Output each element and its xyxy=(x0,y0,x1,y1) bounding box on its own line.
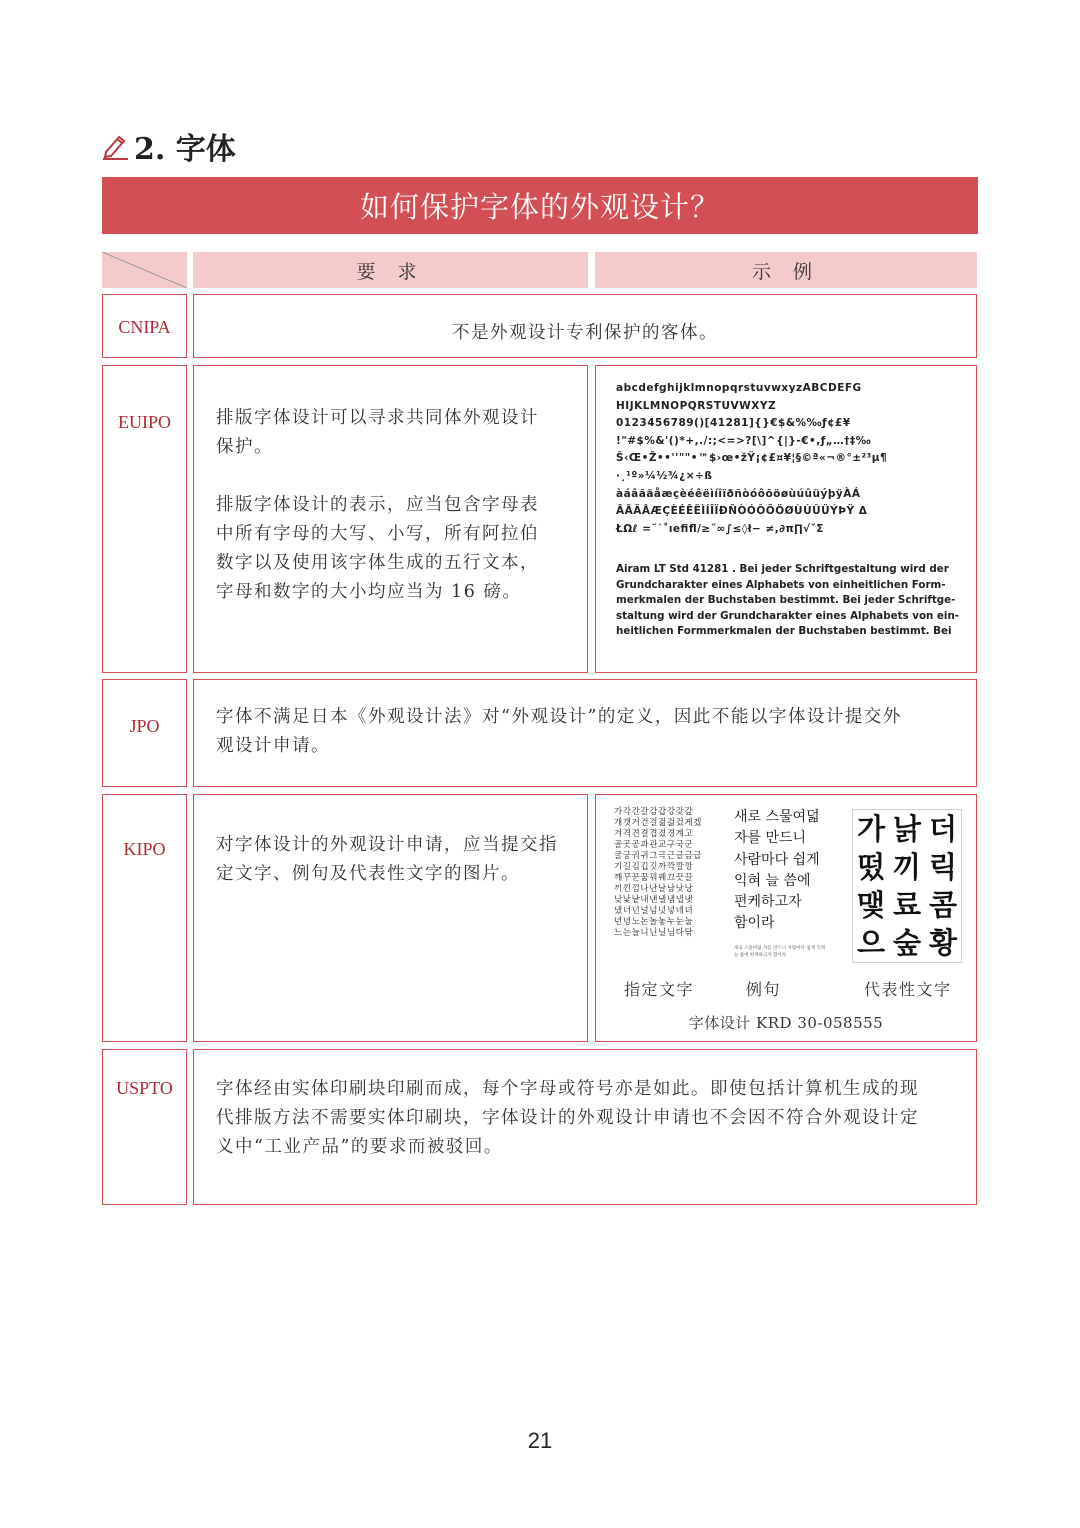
uspto-text: 字体经由实体印刷块印刷而成，每个字母或符号亦是如此。即使包括计算机生成的现 代排版方法不需要实体印刷块，字体设计的外观设计申请也不会因不符合外观设计定 义中“工业产品”的要求而被驳回。 xyxy=(216,1079,919,1157)
representative-characters-image: 가 낡 더 떴 끼 릭 맻 료 콤 으 숲 황 xyxy=(852,809,962,963)
column-header-example: 示 例 xyxy=(595,252,977,288)
section-heading xyxy=(100,126,236,166)
uspto-content-cell xyxy=(193,1049,977,1205)
example-sentence-image: 새로 스물여덟 자를 만드니 사람마다 쉽게 익혀 늘 씀에 편케하고자 함이라 xyxy=(734,809,820,932)
euipo-requirement-cell xyxy=(193,365,588,673)
example-sentence-small: 새로 스물여덟 자를 만드니 사람마다 쉽게 익혀 늘 씀에 편케하고자 함이라 xyxy=(734,946,826,958)
office-cell-uspto xyxy=(102,1049,187,1205)
pencil-icon xyxy=(100,131,130,161)
design-registration-number: 字体设计 KRD 30-058555 xyxy=(688,1014,884,1032)
section-title: 2. 字体 xyxy=(134,132,236,167)
banner-title: 如何保护字体的外观设计？ xyxy=(102,177,978,234)
kipo-text: 对字体设计的外观设计申请，应当提交指 定文字、例句及代表性文字的图片。 xyxy=(216,835,558,884)
euipo-paragraph-2: 排版字体设计的表示，应当包含字母表 中所有字母的大写、小写，所有阿拉伯 数字以及使用该字体生成的五行文本， 字母和数字的大小均应当为 16 磅。 xyxy=(216,495,539,602)
office-cell-cnipa xyxy=(102,294,187,358)
euipo-example-cell xyxy=(595,365,977,673)
office-cell-euipo xyxy=(102,365,187,673)
office-label: KIPO xyxy=(123,839,166,859)
column-header-requirement: 要 求 xyxy=(193,252,588,288)
jpo-content-cell xyxy=(193,679,977,787)
designated-characters-image: 가각간갈감갑강갖갚 개갯거건걸걺걻겄게겠 겨격견결겹겼경계고 골곳공과관교구국군 굴궁궈귀그극근글금급 기길김깁깃까깍깔깡 깨꾸꾼꿈꿔꿰끄끗끌 끼낀낌나난날남낫낭 낮낯낱내낸낼냄냅냇 냈너넌널넘넛넣네녀 년녕노논놀놓누눈눌 느는늘니닌닐님다닦 xyxy=(614,807,703,938)
kipo-example-cell xyxy=(595,794,977,1042)
cnipa-content-cell xyxy=(193,294,977,358)
office-label: CNIPA xyxy=(118,317,171,337)
office-label: JPO xyxy=(129,716,160,736)
header-corner-cell xyxy=(102,252,187,288)
jpo-text: 字体不满足日本《外观设计法》对“外观设计”的定义，因此不能以字体设计提交外 观设计申请。 xyxy=(216,707,902,756)
caption-example-sentence: 例句 xyxy=(746,980,782,999)
caption-designated-characters: 指定文字 xyxy=(624,980,695,999)
caption-representative-characters: 代表性文字 xyxy=(864,980,952,999)
kipo-requirement-cell xyxy=(193,794,588,1042)
euipo-paragraph-1: 排版字体设计可以寻求共同体外观设计 保护。 xyxy=(216,408,539,457)
page-number: 21 xyxy=(527,1428,553,1453)
office-cell-kipo xyxy=(102,794,187,1042)
font-specimen-glyphs: abcdefghijklmnopqrstuvwxyzABCDEFG HIJKLMNOPQRSTUVWXYZ 0123456789()[41281]{}€$&%‰ƒ¢£¥ !"#$%&'()*+,./:;<=>?[\]^{|}-€•,ƒ„…†‡‰ Š‹Œ•Ž••''""•™$›œ•žŸ¡¢£¤¥¦§©ª«¬®°±²³µ¶ ·¸¹º»¼½¾¿×÷ß àáâãäåæçèéêëìíîïðñòóôõöøùúûüýþÿÀÁ ÂÃÄÅÆÇÈÉÊËÌÍÎÏÐÑÒÓÔÕÖØÙÚÛÜÝÞŸ Δ ŁΩℓ =˘˙˚ıeﬁﬂ/≥˝∞∫≤◊ł− ≠,∂π∏√ˇΣ xyxy=(616,382,888,535)
office-label: EUIPO xyxy=(118,412,171,432)
office-cell-jpo xyxy=(102,679,187,787)
cnipa-text: 不是外观设计专利保护的客体。 xyxy=(452,323,718,343)
office-label: USPTO xyxy=(116,1078,173,1098)
font-specimen-paragraph: Airam LT Std 41281 . Bei jeder Schriftgestaltung wird der Grundcharakter eines Alphabets von einheitlichen Form- merkmalen der Buchstaben bestimmt. Bei jeder Schriftge- staltung wird der Grundcharakter eines Alphabets von ein- heitlichen Formmerkmalen der Buchstaben bestimmt. Bei xyxy=(616,563,960,637)
